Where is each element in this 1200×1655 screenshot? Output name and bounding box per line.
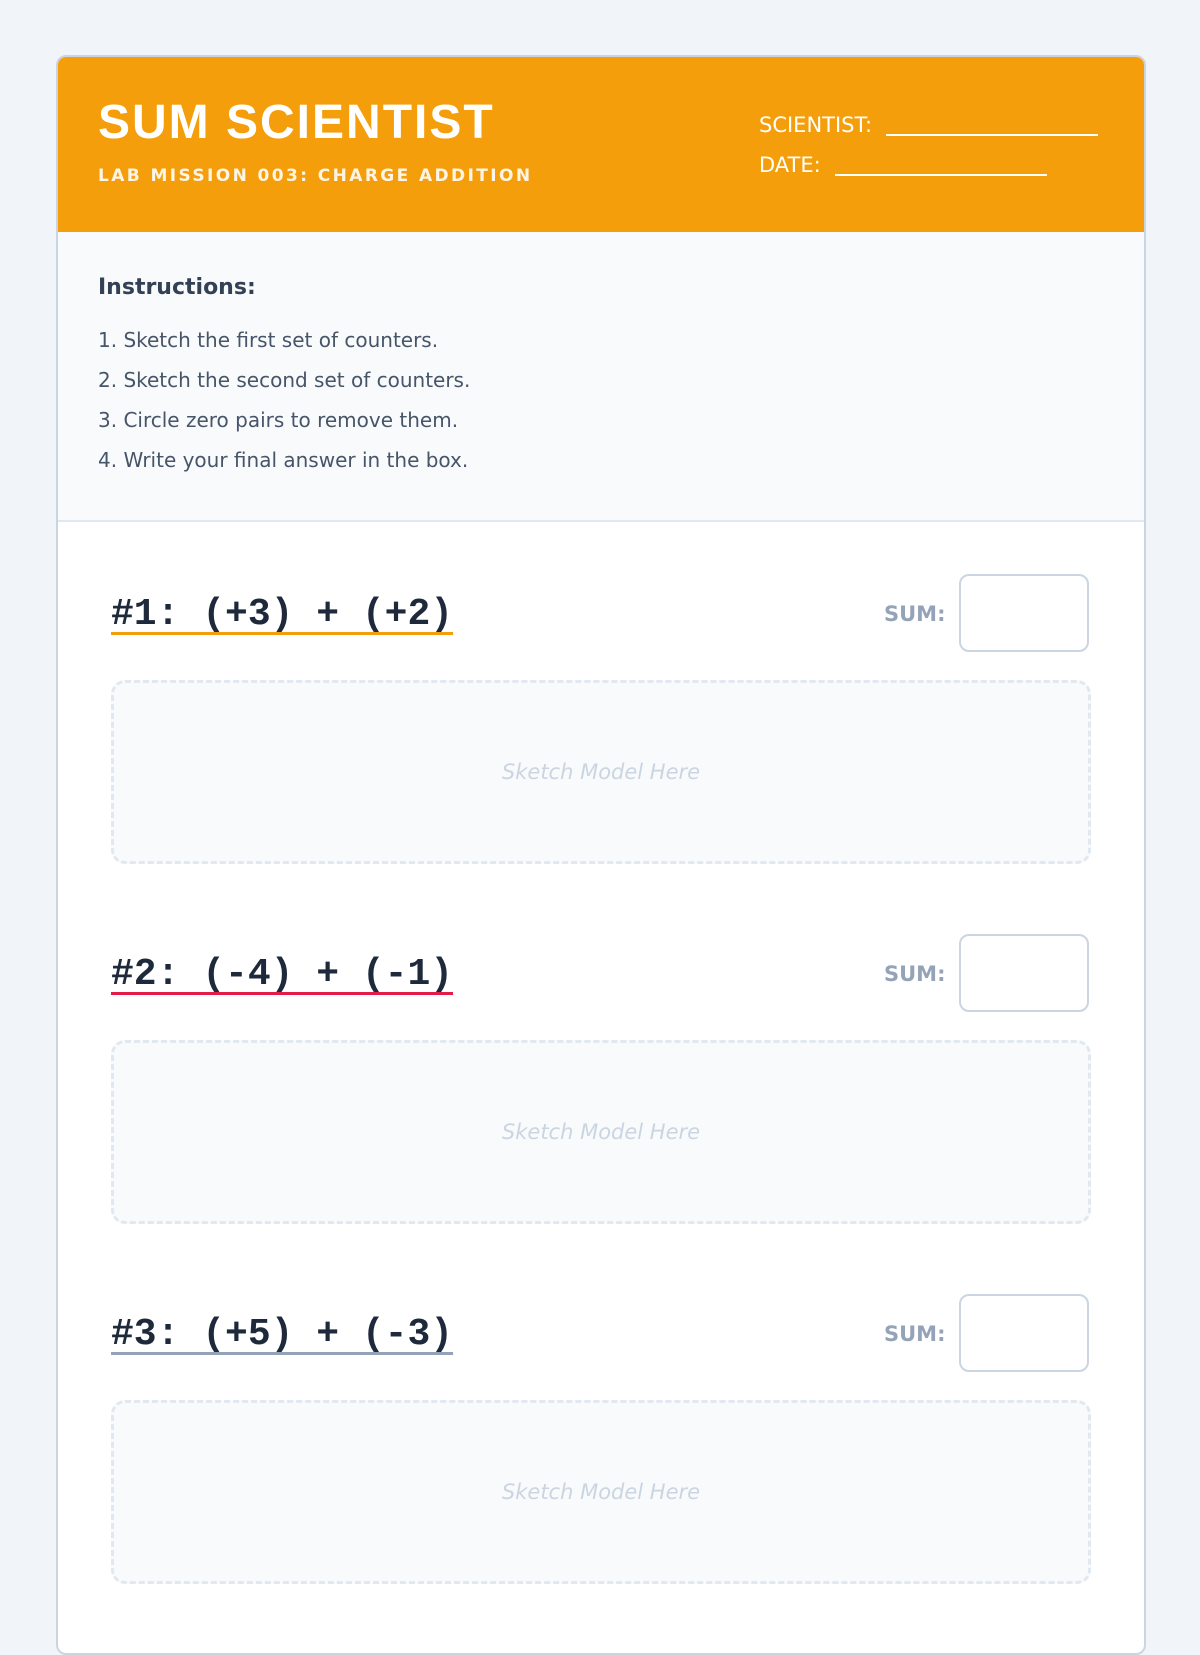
worksheet-title: SUM SCIENTIST [98,96,495,149]
sketch-placeholder: Sketch Model Here [501,1120,701,1144]
sum-label: SUM: [884,1322,946,1346]
worksheet [56,55,1146,1655]
problem-expression: #3: (+5) + (-3) [111,1313,454,1356]
date-label: DATE: [759,153,821,177]
sketch-placeholder: Sketch Model Here [501,760,701,784]
sketch-area[interactable] [111,1400,1091,1584]
sum-answer-box[interactable] [959,934,1089,1012]
instructions-panel [58,232,1144,522]
sketch-area[interactable] [111,1040,1091,1224]
scientist-label: SCIENTIST: [759,113,873,137]
problem-expression: #1: (+3) + (+2) [111,593,454,636]
header-banner [58,57,1144,232]
sum-label: SUM: [884,602,946,626]
date-field[interactable] [759,152,1047,176]
instruction-step: 3. Circle zero pairs to remove them. [98,408,459,432]
instruction-step: 4. Write your final answer in the box. [98,448,469,472]
date-line[interactable] [835,152,1047,176]
problem-expression: #2: (-4) + (-1) [111,953,454,996]
worksheet-subtitle: LAB MISSION 003: CHARGE ADDITION [98,166,533,186]
sketch-area[interactable] [111,680,1091,864]
sketch-placeholder: Sketch Model Here [501,1480,701,1504]
instruction-step: 1. Sketch the first set of counters. [98,328,439,352]
sum-answer-box[interactable] [959,574,1089,652]
scientist-field[interactable] [759,112,1098,136]
scientist-name-line[interactable] [886,112,1098,136]
sum-label: SUM: [884,962,946,986]
sum-answer-box[interactable] [959,1294,1089,1372]
instruction-step: 2. Sketch the second set of counters. [98,368,471,392]
instructions-title: Instructions: [98,275,256,300]
